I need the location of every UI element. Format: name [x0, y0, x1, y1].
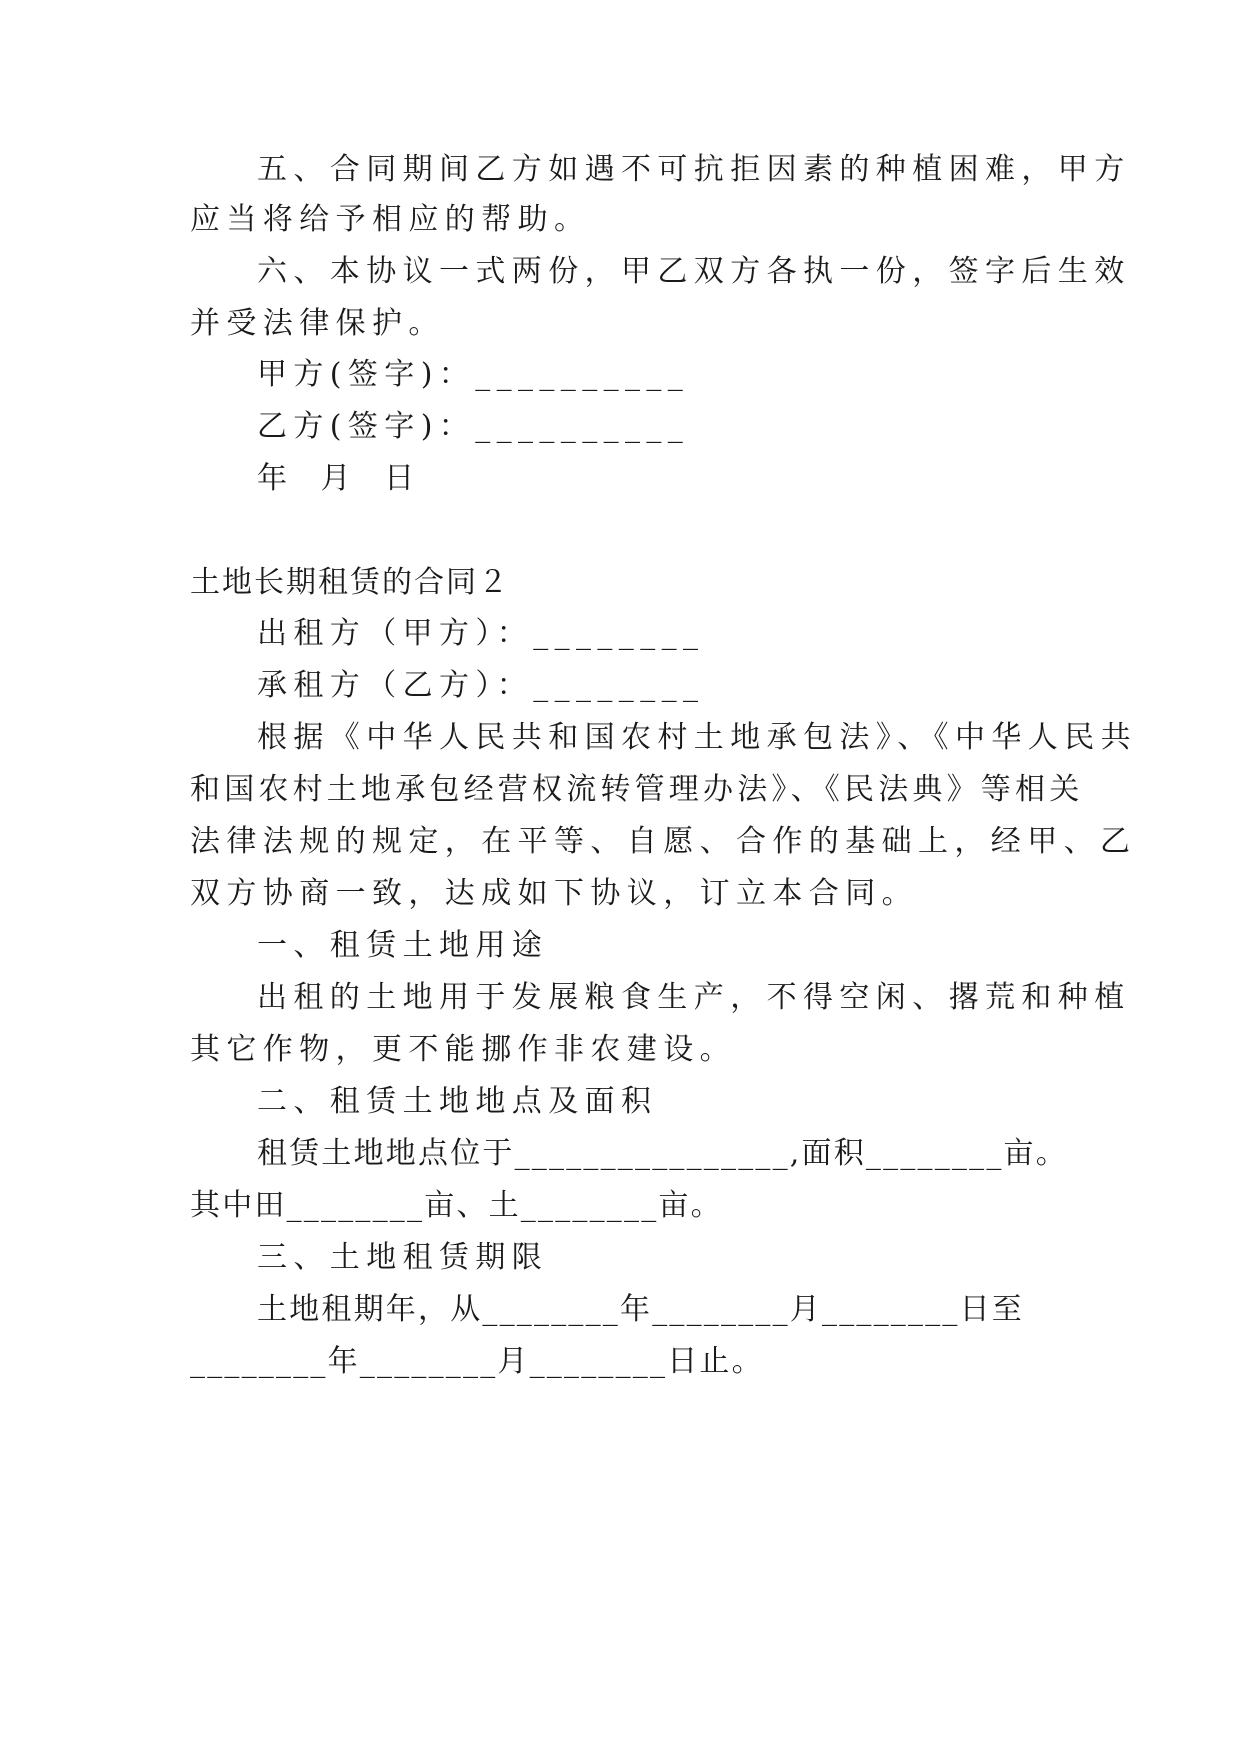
contract-title: 土地长期租赁的合同２: [190, 565, 510, 600]
section-2-line-1: 租赁土地地点位于________________,面积________亩。: [257, 1136, 1068, 1171]
lessee-line: 承租方（乙方）：________: [257, 668, 705, 703]
party-b-signature: 乙方(签字)：__________: [257, 409, 690, 444]
preamble-line-4: 双方协商一致，达成如下协议，订立本合同。: [190, 876, 918, 911]
preamble-line-1: 根据《中华人民共和国农村土地承包法》、《中华人民共: [257, 720, 1137, 755]
section-3-line-1: 土地租期年，从________年________月________日至: [257, 1292, 1024, 1327]
section-1-heading: 一、租赁土地用途: [257, 928, 549, 963]
section-1-line-2: 其它作物，更不能挪作非农建设。: [190, 1032, 736, 1067]
clause-6-line-1: 六、本协议一式两份，甲乙双方各执一份，签字后生效: [257, 254, 1131, 289]
clause-5-line-1: 五、合同期间乙方如遇不可抗拒因素的种植困难，甲方: [257, 152, 1131, 187]
party-a-signature: 甲方(签字)：__________: [257, 357, 690, 392]
lessor-line: 出租方（甲方）：________: [257, 616, 705, 651]
clause-6-line-2: 并受法律保护。: [190, 306, 445, 341]
section-2-line-2: 其中田________亩、土________亩。: [190, 1188, 723, 1223]
section-3-heading: 三、土地租赁期限: [257, 1240, 549, 1275]
section-3-line-2: ________年________月________日止。: [190, 1344, 764, 1379]
date-line: 年 月 日: [257, 461, 427, 496]
section-2-heading: 二、租赁土地地点及面积: [257, 1084, 658, 1119]
clause-5-line-2: 应当将给予相应的帮助。: [190, 202, 591, 237]
preamble-line-3: 法律法规的规定，在平等、自愿、合作的基础上，经甲、乙: [190, 824, 1137, 859]
preamble-line-2: 和国农村土地承包经营权流转管理办法》、《民法典》等相关: [190, 772, 1084, 807]
section-1-line-1: 出租的土地用于发展粮食生产，不得空闲、撂荒和种植: [257, 980, 1131, 1015]
